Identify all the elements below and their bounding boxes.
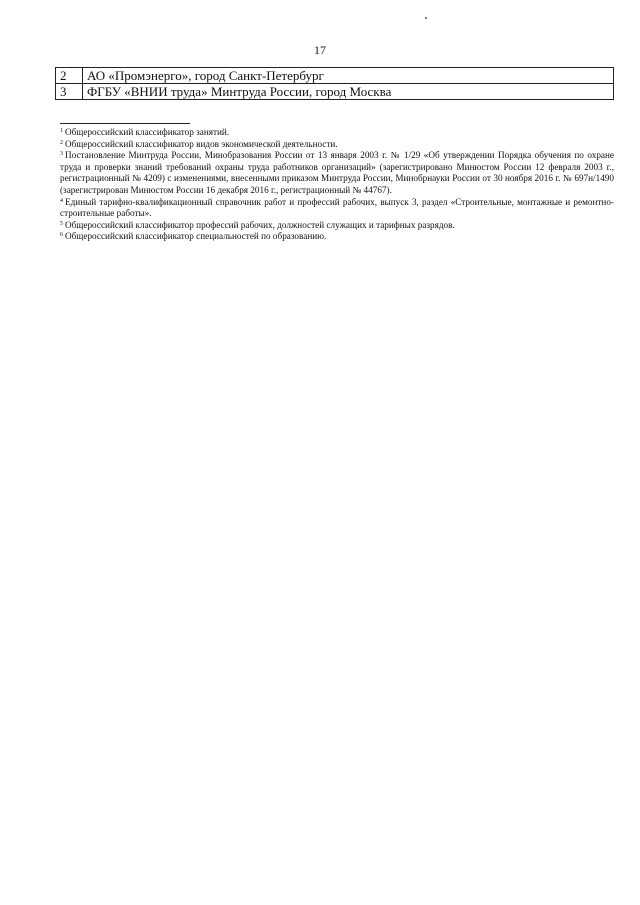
footnote xyxy=(60,127,614,139)
organization-name: АО «Промэнерго», город Санкт-Петербург xyxy=(83,68,614,84)
row-number: 2 xyxy=(56,68,83,84)
footnotes xyxy=(60,127,614,243)
row-number: 3 xyxy=(56,84,83,100)
footnote xyxy=(60,231,614,243)
table-row xyxy=(56,84,614,100)
footnote xyxy=(60,139,614,151)
footnote-marker: 1 xyxy=(60,128,63,134)
footnote-marker: 4 xyxy=(60,197,63,204)
footnote xyxy=(60,197,614,220)
footnote-separator xyxy=(60,123,190,124)
footnote-text: Общероссийский классификатор занятий. xyxy=(65,127,230,137)
footnote-marker: 3 xyxy=(60,151,63,158)
footnote-marker: 5 xyxy=(60,220,63,227)
footnote-text: Единый тарифно-квалификационный справочник работ и профессий рабочих, выпуск 3, раздел «Строительные, монтажные и ремонтно-строительные работы». xyxy=(60,196,614,219)
footnote xyxy=(60,150,614,196)
organization-name: ФГБУ «ВНИИ труда» Минтруда России, город Москва xyxy=(83,84,614,100)
table-row xyxy=(56,68,614,84)
footnote-marker: 6 xyxy=(60,232,63,239)
developer-organizations-table xyxy=(55,67,614,100)
footnote-text: Общероссийский классификатор видов экономической деятельности. xyxy=(65,138,338,149)
scan-speck xyxy=(425,17,427,19)
footnote-text: Общероссийский классификатор специальностей по образованию. xyxy=(65,231,327,242)
footnote-text: Общероссийский классификатор профессий рабочих, должностей служащих и тарифных разрядов. xyxy=(65,219,455,230)
footnote xyxy=(60,220,614,232)
footnote-text: Постановление Минтруда России, Минобразования России от 13 января 2003 г. № 1/29 «Об утверждении Порядка обучения по охране труда и проверки знаний требований охраны труда работников организаций» (зарегистрировано Минюстом России 12 февраля 2003 г., регистрационный № 4209) с изменениями, внесенными приказом Минтруда России, Минобрнауки России от 30 ноября 2016 г. № 697н/1490 (зарегистрирован Минюстом России 16 декабря 2016 г., регистрационный № 44767). xyxy=(60,150,614,195)
footnote-marker: 2 xyxy=(60,139,63,146)
page-number: 17 xyxy=(314,43,326,57)
